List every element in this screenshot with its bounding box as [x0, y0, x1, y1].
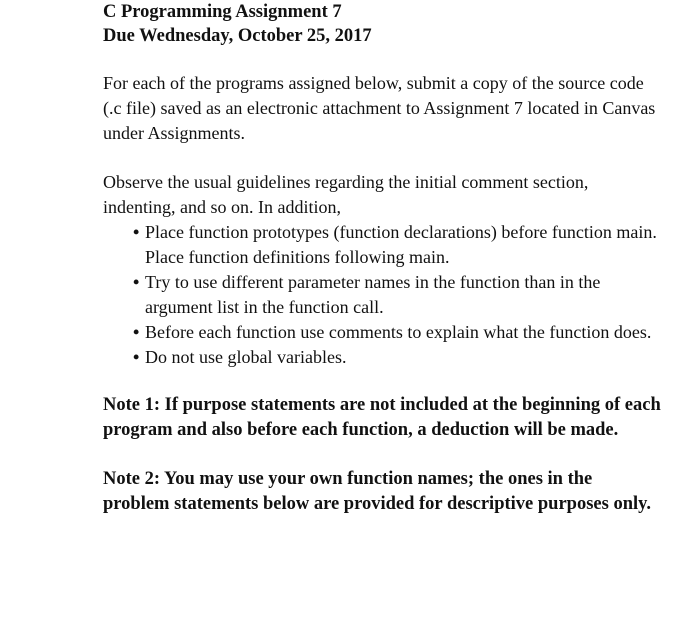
assignment-title: C Programming Assignment 7 — [103, 2, 342, 22]
list-item — [103, 220, 663, 270]
note-1: Note 1: If purpose statements are not included at the beginning of each program and also before each function, a deduction will be made. — [103, 395, 661, 440]
bullet-text: Before each function use comments to explain what the function does. — [145, 322, 652, 342]
due-date: Due Wednesday, October 25, 2017 — [103, 26, 372, 46]
guidelines-lead: Observe the usual guidelines regarding the initial comment section, indenting, and so on. In addition, — [103, 172, 589, 217]
note-2: Note 2: You may use your own function names; the ones in the problem statements below are provided for descriptive purposes only. — [103, 469, 651, 514]
bullet-icon: • — [133, 322, 140, 342]
list-item — [103, 345, 663, 370]
guidelines-list — [103, 220, 663, 370]
bullet-text: Try to use different parameter names in the function than in the argument list in the function call. — [145, 272, 601, 317]
bullet-icon: • — [133, 222, 140, 242]
document-page — [103, 0, 663, 517]
list-item — [103, 320, 663, 345]
list-item — [103, 270, 663, 320]
bullet-icon: • — [133, 347, 140, 367]
bullet-text: Do not use global variables. — [145, 347, 347, 367]
intro-paragraph: For each of the programs assigned below, submit a copy of the source code (.c file) saved as an electronic attachment to Assignment 7 located in Canvas under Assignments. — [103, 73, 656, 143]
bullet-text: Place function prototypes (function declarations) before function main. Place function definitions following main. — [145, 222, 657, 267]
bullet-icon: • — [133, 272, 140, 292]
